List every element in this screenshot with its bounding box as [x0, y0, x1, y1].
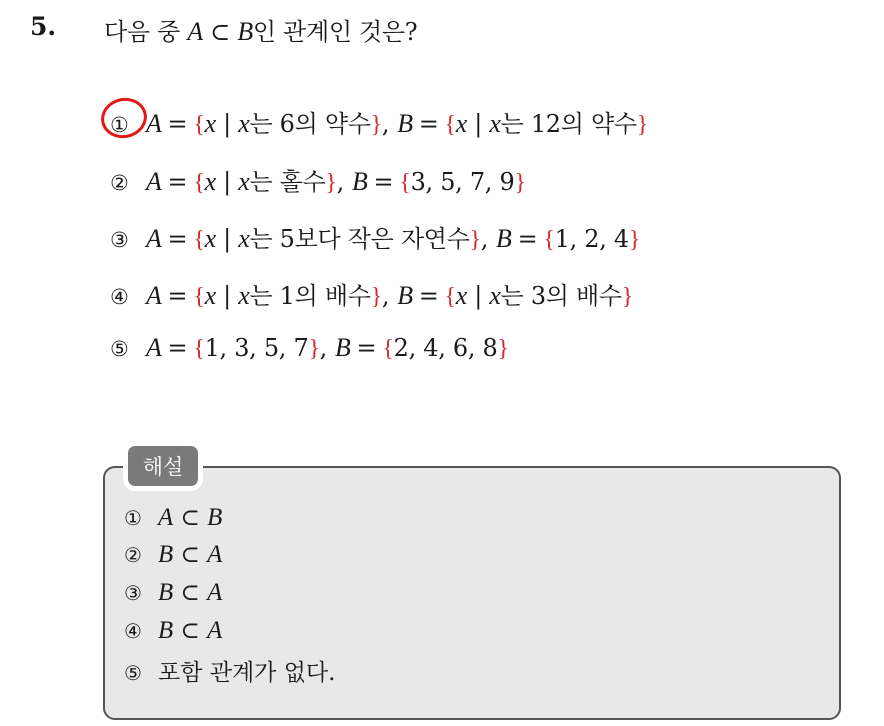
- close-brace: }: [621, 284, 634, 310]
- variable-x: x: [204, 109, 216, 138]
- open-brace: {: [543, 227, 555, 253]
- set-b-contents: 2, 4, 6, 8: [393, 334, 498, 362]
- close-brace: }: [497, 336, 509, 362]
- open-brace: {: [193, 284, 205, 310]
- solution-text: A ⊂ B: [158, 504, 223, 531]
- set-b-symbol: B: [352, 167, 368, 196]
- set-symbol: A: [207, 579, 223, 606]
- close-brace: }: [325, 170, 337, 196]
- equals-sign: =: [517, 225, 538, 253]
- subset-symbol: ⊂: [202, 18, 238, 46]
- question-number: 5.: [30, 12, 57, 41]
- solution-number: ①: [124, 506, 142, 530]
- set-a-symbol: A: [146, 167, 162, 196]
- question-text-part: 인 관계인 것은?: [252, 18, 418, 46]
- variable-x: x: [238, 281, 250, 310]
- set-b-symbol: B: [335, 333, 351, 362]
- variable-x: x: [238, 109, 250, 138]
- equals-sign: =: [356, 334, 377, 362]
- variable-x: x: [489, 109, 501, 138]
- open-brace: {: [444, 112, 456, 138]
- close-brace: }: [514, 170, 526, 196]
- close-brace: }: [370, 112, 382, 138]
- set-a-symbol: A: [146, 109, 162, 138]
- option-number: ①: [110, 113, 129, 137]
- variable-x: x: [204, 281, 216, 310]
- solution-label: 해설: [128, 446, 198, 486]
- open-brace: {: [193, 336, 205, 362]
- set-b-symbol: B: [237, 17, 253, 46]
- set-symbol: A: [158, 504, 174, 531]
- variable-x: x: [455, 109, 467, 138]
- question-text-part: 다음 중: [104, 18, 188, 46]
- option-1: [110, 104, 648, 139]
- solution-text: 포함 관계가 없다.: [158, 660, 336, 686]
- open-brace: {: [193, 170, 205, 196]
- question-text: [104, 12, 417, 47]
- solution-number: ④: [124, 619, 142, 643]
- solution-line-1: [124, 504, 222, 532]
- solution-text: B ⊂ A: [158, 617, 223, 644]
- option-4: [110, 276, 633, 311]
- equals-sign: =: [418, 110, 439, 138]
- set-symbol: B: [207, 504, 223, 531]
- close-brace: }: [469, 227, 481, 253]
- option-number: ⑤: [110, 337, 129, 361]
- close-brace: }: [628, 227, 641, 253]
- set-a-symbol: A: [146, 281, 162, 310]
- option-number: ③: [110, 228, 129, 252]
- equals-sign: =: [167, 334, 188, 362]
- set-b-contents: 3, 5, 7, 9: [410, 168, 515, 196]
- set-b-symbol: B: [397, 281, 413, 310]
- set-symbol: B: [158, 579, 174, 606]
- equals-sign: =: [167, 110, 188, 138]
- close-brace: }: [370, 284, 382, 310]
- set-a-symbol: A: [187, 17, 203, 46]
- solution-number: ③: [124, 581, 142, 605]
- comma: ,: [480, 225, 489, 253]
- set-a-contents: x | x는 6의 약수: [204, 109, 371, 138]
- set-a-symbol: A: [146, 224, 162, 253]
- set-symbol: A: [207, 617, 223, 644]
- set-b-symbol: B: [397, 109, 413, 138]
- variable-x: x: [204, 167, 216, 196]
- close-brace: }: [308, 336, 320, 362]
- set-symbol: A: [207, 541, 223, 568]
- equals-sign: =: [418, 282, 439, 310]
- set-a-contents: x | x는 1의 배수: [204, 281, 371, 310]
- variable-x: x: [204, 224, 216, 253]
- option-number: ④: [110, 285, 129, 309]
- open-brace: {: [193, 112, 205, 138]
- comma: ,: [319, 334, 328, 362]
- solution-text: B ⊂ A: [158, 579, 223, 606]
- set-b-contents: x | x는 12의 약수: [455, 109, 637, 138]
- close-brace: }: [636, 112, 648, 138]
- equals-sign: =: [167, 168, 188, 196]
- option-number: ②: [110, 171, 129, 195]
- open-brace: {: [382, 336, 394, 362]
- set-b-symbol: B: [496, 224, 512, 253]
- solution-line-4: [124, 617, 222, 645]
- solution-number: ⑤: [124, 661, 142, 685]
- set-a-symbol: A: [146, 333, 162, 362]
- variable-x: x: [455, 281, 467, 310]
- open-brace: {: [399, 170, 411, 196]
- set-a-contents: 1, 3, 5, 7: [204, 334, 309, 362]
- solution-number: ②: [124, 543, 142, 567]
- set-b-contents: x | x는 3의 배수: [455, 281, 622, 310]
- variable-x: x: [238, 224, 250, 253]
- equals-sign: =: [167, 282, 188, 310]
- solution-text: B ⊂ A: [158, 541, 223, 568]
- option-3: [110, 219, 640, 254]
- open-brace: {: [193, 227, 205, 253]
- set-a-contents: x | x는 홀수: [204, 167, 326, 196]
- solution-line-3: [124, 579, 222, 607]
- comma: ,: [381, 282, 390, 310]
- comma: ,: [381, 110, 390, 138]
- option-2: [110, 162, 526, 197]
- option-5: [110, 333, 509, 363]
- set-symbol: B: [158, 541, 174, 568]
- open-brace: {: [444, 284, 456, 310]
- set-b-contents: 1, 2, 4: [554, 225, 629, 253]
- set-symbol: B: [158, 617, 174, 644]
- equals-sign: =: [167, 225, 188, 253]
- variable-x: x: [489, 281, 501, 310]
- variable-x: x: [238, 167, 250, 196]
- solution-line-2: [124, 541, 222, 569]
- comma: ,: [336, 168, 344, 196]
- set-a-contents: x | x는 5보다 작은 자연수: [204, 224, 470, 253]
- solution-line-5: [124, 654, 335, 687]
- equals-sign: =: [373, 168, 394, 196]
